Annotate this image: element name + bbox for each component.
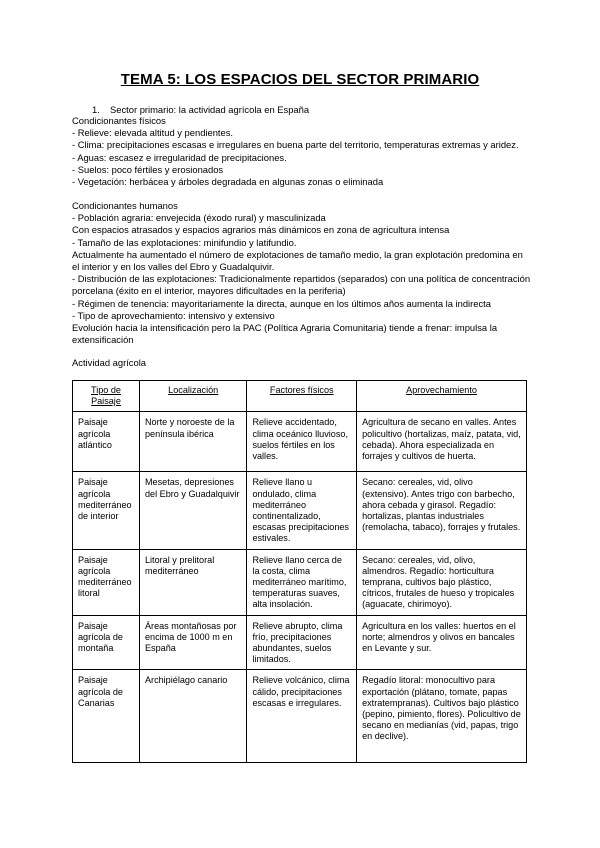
table-cell: Mesetas, depresiones del Ebro y Guadalquivir [139, 472, 246, 549]
human-item: - Tamaño de las explotaciones: minifundio y latifundio. [72, 236, 297, 248]
table-cell: Regadío litoral: monocultivo para exportación (plátano, tomate, papas extratempranas). Cultivos bajo plástico (pepino, pimiento, flores). Policultivo de secano en medianías (vid, papas, trigo en declive). [357, 670, 527, 763]
table-cell: Áreas montañosas por encima de 1000 m en España [139, 615, 246, 670]
table-cell: Agricultura en los valles: huertos en el norte; almendros y olivos en bancales en Levante y sur. [357, 615, 527, 670]
table-cell: Archipiélago canario [139, 670, 246, 763]
human-item: Evolución hacia la intensificación pero la PAC (Política Agraria Comunitaria) tiende a frenar: impulsa la extensificación [72, 322, 498, 346]
table-header-row [73, 381, 527, 412]
human-item: - Población agraria: envejecida (éxodo rural) y masculinizada [72, 212, 326, 224]
section-number: 1. [92, 104, 100, 115]
table-cell: Secano: cereales, vid, olivo, almendros. Regadío: horticultura temprana, cultivos bajo plástico, cítricos, frutales de hueso y tropicales (aguacate, chirimoyo). [357, 549, 527, 615]
table-cell: Paisaje agrícola de Canarias [73, 670, 140, 763]
human-item: - Régimen de tenencia: mayoritariamente la directa, aunque en los últimos años aumenta la indirecta [72, 297, 491, 309]
table-cell: Relieve llano cerca de la costa, clima mediterráneo marítimo, temperaturas suaves, alta insolación. [247, 549, 357, 615]
human-item: Actualmente ha aumentado el número de explotaciones de tamaño medio, la gran explotación predomina en el interior y en los valles del Ebro y Guadalquivir. [72, 248, 523, 273]
section-heading [92, 104, 309, 115]
table-cell: Paisaje agrícola atlántico [73, 412, 140, 472]
table-cell: Paisaje agrícola de montaña [73, 615, 140, 670]
physical-item: - Aguas: escasez e irregularidad de precipitaciones. [72, 151, 287, 163]
table-cell: Agricultura de secano en valles. Antes policultivo (hortalizas, maíz, patata, vid, cebada). Ahora especializada en forrajes y cultivos de huerta. [357, 412, 527, 472]
table-row [73, 670, 527, 763]
column-header: Tipo de Paisaje [73, 381, 140, 412]
physical-heading: Condicionantes físicos [72, 115, 166, 126]
table-row [73, 615, 527, 670]
human-conditions [72, 200, 532, 346]
section-title: Sector primario: la actividad agrícola en España [110, 104, 310, 115]
table-cell: Paisaje agrícola mediterráneo de interior [73, 472, 140, 549]
column-header: Factores físicos [247, 381, 357, 412]
column-header: Localización [139, 381, 246, 412]
human-item: - Distribución de las explotaciones: Tradicionalmente repartidos (separados) con una política de concentración porcelana (éxito en el interior, mayores dificultades en la periferia) [72, 273, 531, 297]
table-row [73, 412, 527, 472]
human-item: - Tipo de aprovechamiento: intensivo y extensivo [72, 309, 275, 321]
physical-item: - Clima: precipitaciones escasas e irregulares en buena parte del territorio, temperaturas extremas y aridez. [72, 139, 519, 151]
table-cell: Litoral y prelitoral mediterráneo [139, 549, 246, 615]
table-cell: Relieve abrupto, clima frío, precipitaciones abundantes, suelos limitados. [247, 615, 357, 670]
table-cell: Secano: cereales, vid, olivo (extensivo). Antes trigo con barbecho, ahora cebada y girasol. Regadío: hortalizas, plantas industriales (remolacha, tabaco), forrajes y frutales. [357, 472, 527, 549]
physical-item: - Relieve: elevada altitud y pendientes. [72, 127, 234, 139]
physical-item: - Vegetación: herbácea y árboles degradada en algunas zonas o eliminada [72, 176, 384, 188]
physical-item: - Suelos: poco fértiles y erosionados [72, 163, 224, 175]
human-item: Con espacios atrasados y espacios agrarios más dinámicos en zona de agricultura intensa [72, 224, 450, 236]
human-heading: Condicionantes humanos [72, 200, 178, 211]
table-cell: Relieve accidentado, clima oceánico lluvioso, suelos fértiles en los valles. [247, 412, 357, 472]
column-header: Aprovechamiento [357, 381, 527, 412]
table-cell: Relieve volcánico, clima cálido, precipitaciones escasas e irregulares. [247, 670, 357, 763]
table-caption: Actividad agrícola [72, 357, 146, 368]
table-row [73, 472, 527, 549]
document-title: TEMA 5: LOS ESPACIOS DEL SECTOR PRIMARIO [120, 71, 480, 88]
agriculture-table [72, 380, 527, 763]
table-cell: Paisaje agrícola mediterráneo litoral [73, 549, 140, 615]
table-row [73, 549, 527, 615]
table-cell: Relieve llano u ondulado, clima mediterráneo continentalizado, escasas precipitaciones estivales. [247, 472, 357, 549]
table-cell: Norte y noroeste de la península ibérica [139, 412, 246, 472]
physical-conditions [72, 115, 532, 188]
